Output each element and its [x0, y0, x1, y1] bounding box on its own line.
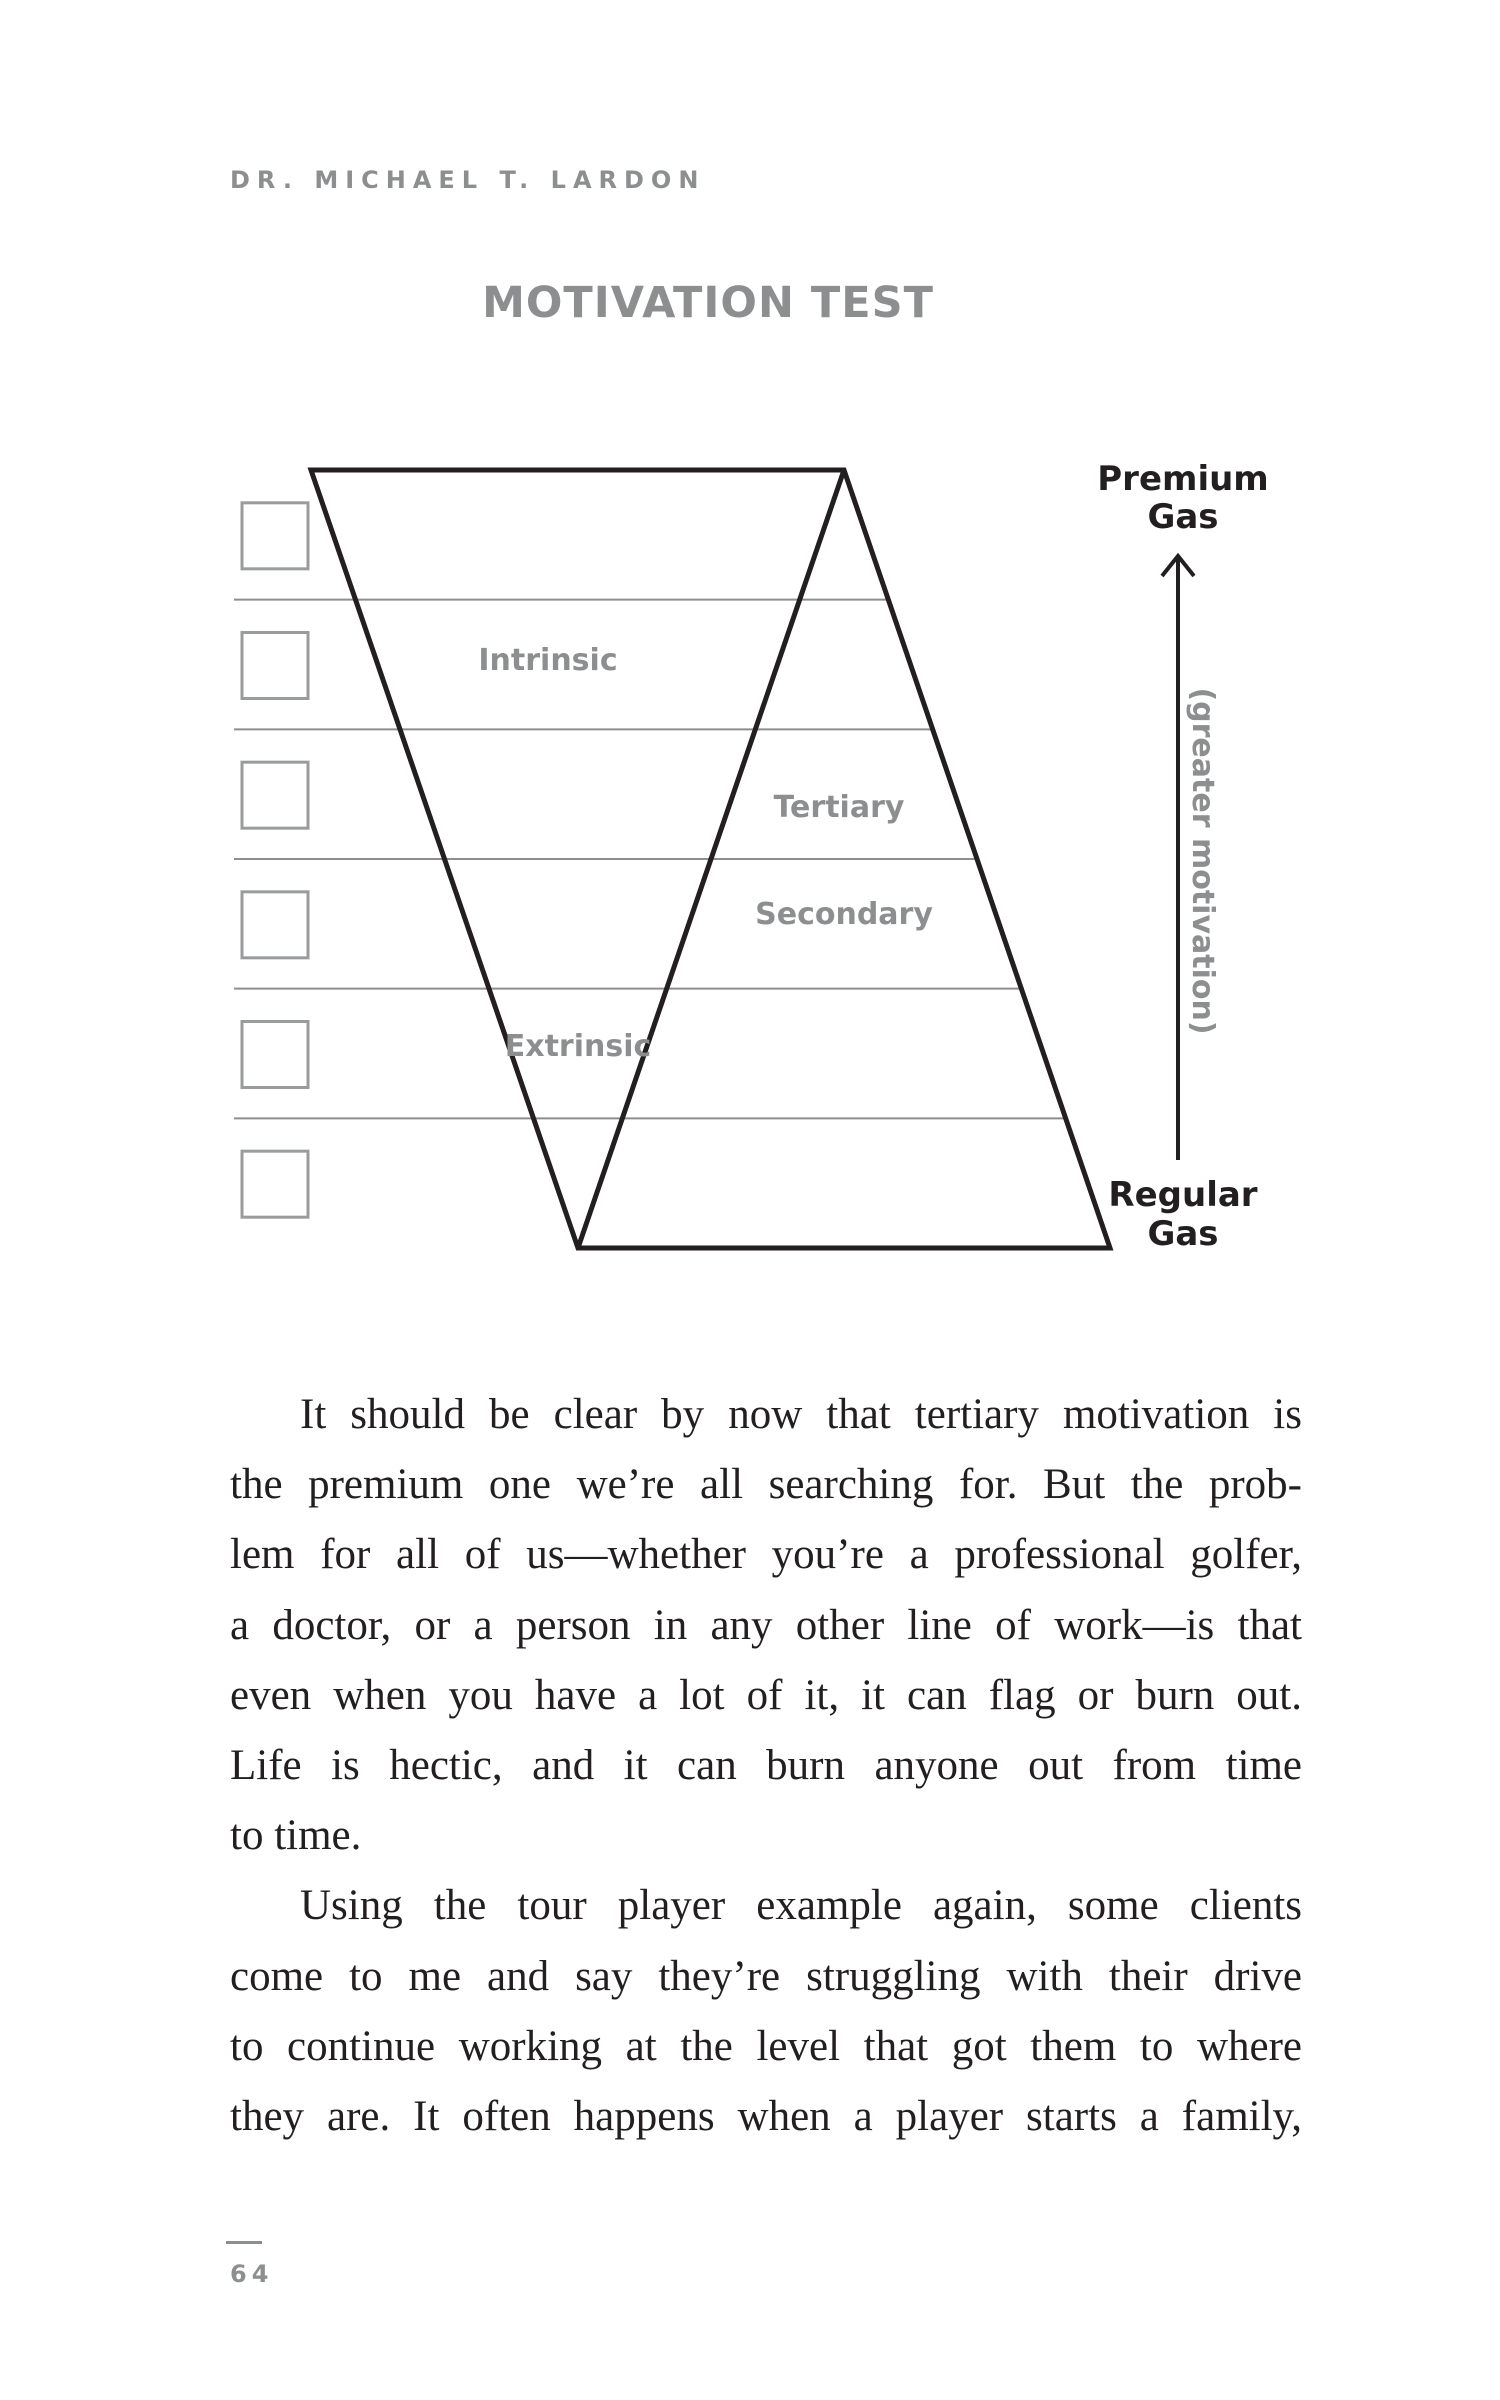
body-line: Using the tour player example again, some clients [300, 1882, 1302, 1930]
figure-title: MOTIVATION TEST [482, 278, 934, 328]
running-head: DR. MICHAEL T. LARDON [230, 166, 706, 194]
body-text [230, 1385, 1302, 2157]
label-secondary: Secondary [755, 897, 933, 932]
regular-label-line1: Regular [1108, 1175, 1258, 1215]
scale-axis-label: (greater motivation) [1185, 687, 1220, 1035]
body-line: they are. It often happens when a player starts a family, [230, 2092, 1302, 2140]
body-line: come to me and say they’re struggling with their drive [230, 1952, 1302, 2000]
checkbox[interactable] [242, 633, 308, 699]
body-line: It should be clear by now that tertiary motivation is [300, 1391, 1302, 1438]
checkbox[interactable] [242, 762, 308, 828]
page-number: 64 [230, 2260, 274, 2288]
label-intrinsic: Intrinsic [478, 643, 618, 678]
checkbox[interactable] [242, 892, 308, 958]
checkbox[interactable] [242, 503, 308, 569]
folio-rule [226, 2241, 262, 2244]
label-extrinsic: Extrinsic [504, 1029, 652, 1064]
body-line: a doctor, or a person in any other line of work—is that [230, 1601, 1302, 1649]
label-tertiary: Tertiary [773, 790, 905, 825]
checkbox[interactable] [242, 1022, 308, 1088]
body-line: to time. [230, 1812, 362, 1860]
body-line: even when you have a lot of it, it can flag or burn out. [230, 1671, 1302, 1719]
body-line: Life is hectic, and it can burn anyone out from time [230, 1741, 1302, 1789]
body-line: the premium one we’re all searching for. But the prob- [230, 1461, 1302, 1509]
regular-label-line2: Gas [1147, 1214, 1219, 1254]
premium-label-line1: Premium [1097, 459, 1269, 499]
premium-label-line2: Gas [1147, 497, 1219, 537]
checkbox[interactable] [242, 1151, 308, 1217]
body-line: lem for all of us—whether you’re a professional golfer, [230, 1531, 1302, 1579]
body-line: to continue working at the level that got them to where [230, 2022, 1302, 2070]
